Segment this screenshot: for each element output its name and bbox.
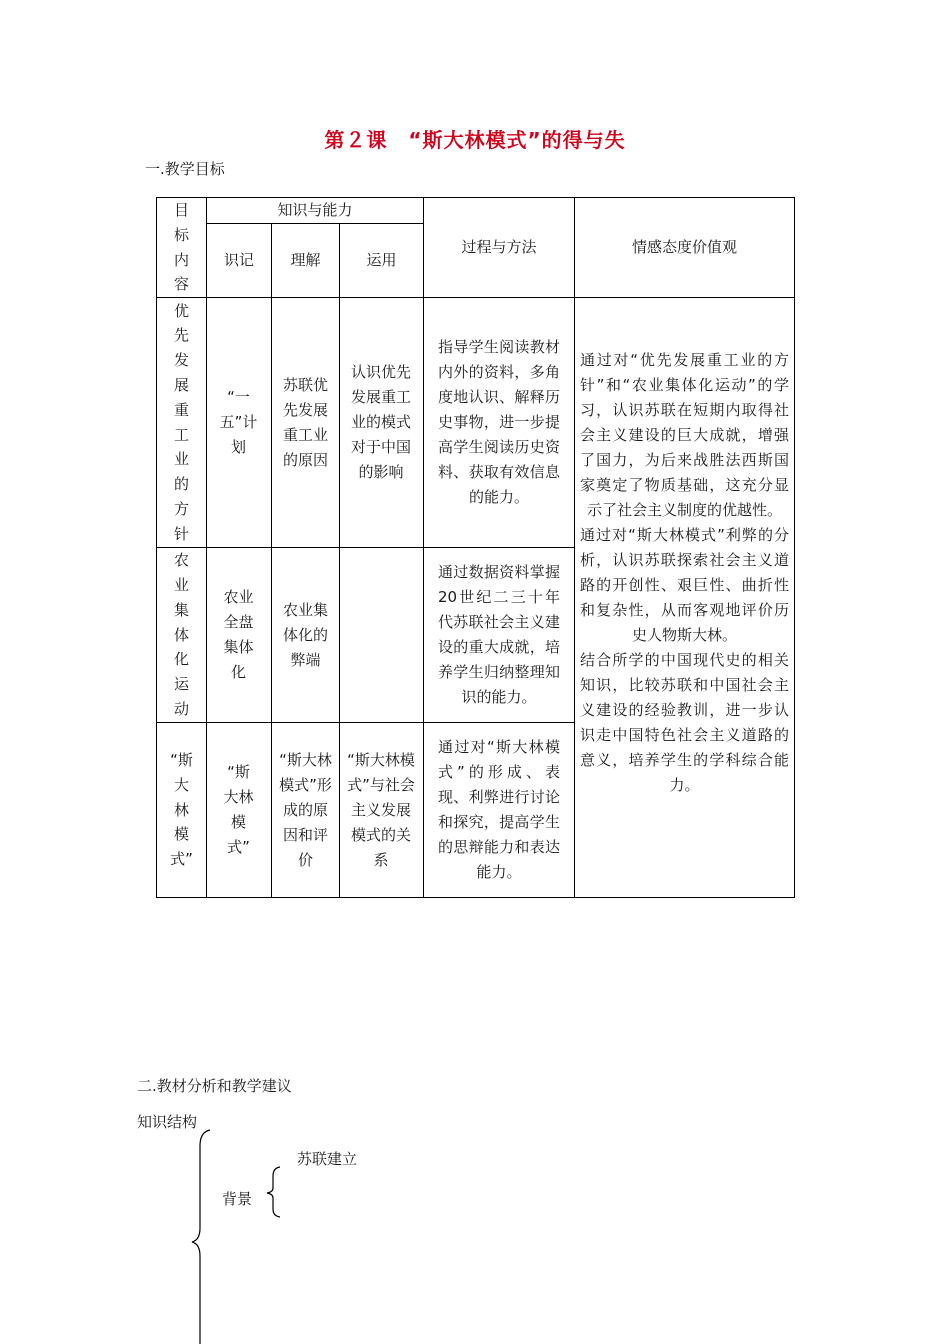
- row1-process: 指导学生阅读教材内外的资料，多角度地认识、解释历史事物，进一步提高学生阅读历史资料、获取有效信息的能力。: [438, 338, 560, 506]
- header-apply: 运用: [366, 251, 397, 269]
- knowledge-structure-label: 知识结构: [137, 1113, 198, 1131]
- row2-apply: [345, 548, 417, 722]
- header-emotion-values: 情感态度价值观: [631, 238, 737, 256]
- row2-target: 农业集体化运动: [173, 551, 189, 718]
- row1-memorize: “一五”计划: [219, 388, 258, 456]
- header-knowledge-ability: 知识与能力: [277, 201, 353, 219]
- emotion-values-cell: [580, 348, 789, 798]
- row2-understand: 农业集体化的弊端: [282, 600, 328, 669]
- row2-process: 通过数据资料掌握20世纪二三十年代苏联社会主义建设的重大成就，培养学生归纳整理知识的能力。: [438, 563, 560, 706]
- page-title: 第２课 “斯大林模式”的得与失: [324, 128, 626, 152]
- emotion-paragraph-2: 通过对“斯大林模式”利弊的分析，认识苏联探索社会主义道路的开创性、艰巨性、曲折性和复杂性，从而客观地评价历史人物斯大林。: [580, 526, 789, 644]
- header-process-method: 过程与方法: [461, 238, 537, 256]
- small-brace: [264, 1166, 284, 1218]
- emotion-paragraph-3: 结合所学的中国现代史的相关知识，比较苏联和中国社会主义建设的经验教训，进一步认识走中国特色社会主义道路的意义，培养学生的学科综合能力。: [580, 651, 789, 794]
- section-heading-goals: 一.教学目标: [145, 160, 225, 178]
- row1-apply: 认识优先发展重工业的模式对于中国的影响: [350, 363, 411, 481]
- structure-item-soviet-founding: 苏联建立: [297, 1150, 358, 1168]
- emotion-paragraph-1: 通过对“优先发展重工业的方针”和“农业集体化运动”的学习，认识苏联在短期内取得社会主义建设的巨大成就，增强了国力，为后来战胜法西斯国家奠定了物质基础，这充分显示了社会主义制度的优越性。: [580, 351, 789, 519]
- row3-understand: “斯大林模式”形成的原因和评价: [279, 750, 332, 869]
- large-brace: [188, 1128, 218, 1344]
- row1-target: 优先发展重工业的方针: [173, 301, 189, 543]
- row3-process: 通过对“斯大林模式”的形成、表现、利弊进行讨论和探究，提高学生的思辩能力和表达能力。: [438, 738, 560, 881]
- section-heading-analysis: 二.教材分析和教学建议: [137, 1077, 292, 1095]
- row2-memorize: 农业全盘集体化: [223, 588, 254, 681]
- row1-understand: 苏联优先发展重工业的原因: [282, 375, 328, 469]
- header-understand: 理解: [290, 251, 321, 269]
- header-memorize: 识记: [223, 251, 254, 269]
- row3-apply: “斯大林模式”与社会主义发展模式的关系: [347, 750, 415, 869]
- header-target: 目标内容: [173, 200, 189, 294]
- background-label: 背景: [222, 1190, 253, 1208]
- row3-target: “斯大林模式”: [170, 751, 193, 869]
- row3-memorize: “斯大林模式”: [223, 763, 254, 856]
